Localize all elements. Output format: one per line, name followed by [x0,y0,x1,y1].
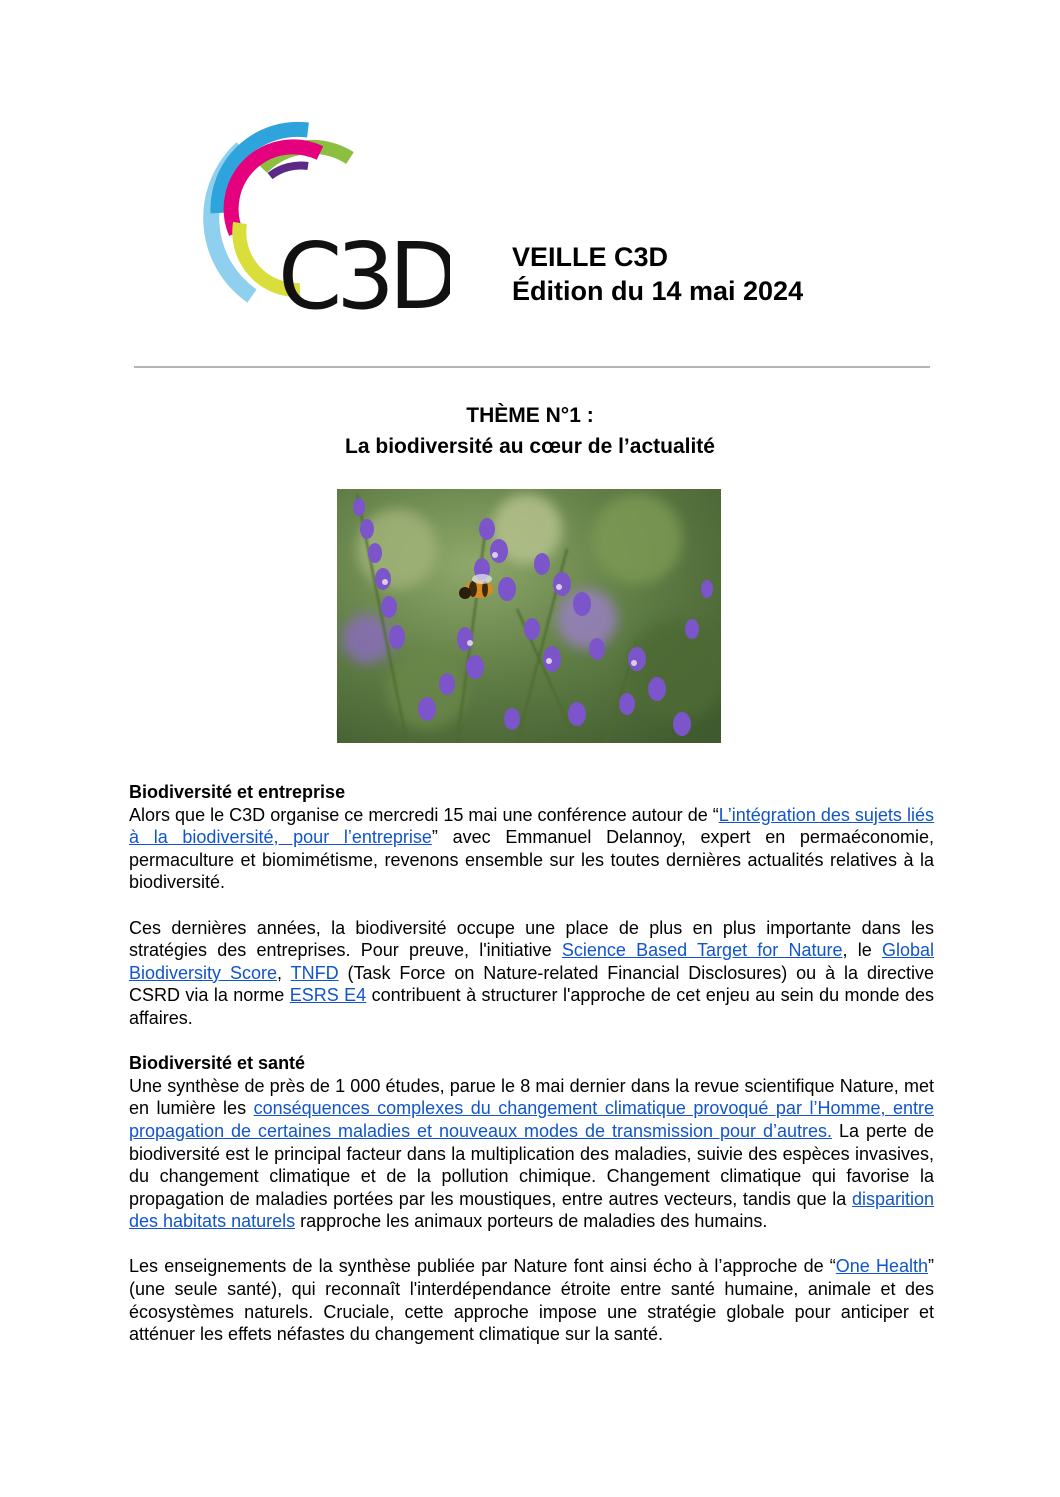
section-heading-health: Biodiversité et santé [129,1053,306,1074]
link-global-biodiversity-score[interactable]: Global Biodiversity Score [129,940,935,983]
logo-wordmark: C3D [278,223,450,330]
c3d-logo [190,118,450,333]
link-tnfd[interactable]: TNFD [290,962,339,983]
article-body [129,781,934,1368]
section-heading-business: Biodiversité et entreprise [129,782,346,802]
link-sbtn[interactable]: Science Based Target for Nature [561,940,843,961]
photo-graphic [337,489,721,743]
title-line-2: Édition du 14 mai 2024 [512,276,804,306]
paragraph-conference: Alors que le C3D organise ce mercredi 15 mai une conférence autour de “L’intégration des sujets liés à la biodiversité, pour l’entreprise” avec Emmanuel Delannoy, expert en permaéconomie, permaculture et biomimétisme, revenons ensemble sur les toutes dernières actualités relatives à la biodiversité. [129,804,934,893]
title-line-1: VEILLE C3D [512,242,669,272]
paragraph-synthesis: Une synthèse de près de 1 000 études, parue le 8 mai dernier dans la revue scientifique Nature, met en lumière les conséquences complexes du changement climatique provoqué par l’Homme, entre propagation de certaines maladies et nouveaux modes de transmission pour d’autres. La perte de biodiversité est le principal facteur dans la multiplication des maladies, suivie des espèces invasives, du changement climatique et de la pollution chimique. Changement climatique qui favorise la propagation de maladies portées par les moustiques, entre autres vecteurs, tandis que la disparition des habitats naturels rapproche les animaux porteurs de maladies des humains. [129,1075,934,1232]
theme-number: THÈME N°1 : [466,404,594,427]
theme-title: La biodiversité au cœur de l’actualité [345,435,715,458]
theme-heading [0,400,1060,462]
link-habitat-loss[interactable]: disparition des habitats naturels [129,1188,934,1232]
link-one-health[interactable]: One Health [835,1256,928,1277]
link-climate-consequences[interactable]: conséquences complexes du changement climatique provoqué par l’Homme, entre propagation de certaines maladies et nouveaux modes de transmission pour d’autres. [129,1098,934,1141]
c3d-logo-graphic [190,118,450,333]
horizontal-divider [134,366,930,368]
lavender-bee-photo [337,489,721,743]
paragraph-one-health: Les enseignements de la synthèse publiée par Nature font ainsi écho à l’approche de “One Health” (une seule santé), qui reconnaît l'interdépendance étroite entre santé humaine, animale et des écosystèmes naturels. Cruciale, cette approche impose une stratégie globale pour anticiper et atténuer les effets néfastes du changement climatique sur la santé. [129,1256,934,1345]
link-biodiversity-integration[interactable]: L’intégration des sujets liés à la biodiversité, pour l’entreprise [129,804,934,848]
document-title [512,240,803,308]
paragraph-strategies: Ces dernières années, la biodiversité occupe une place de plus en plus importante dans les stratégies des entreprises. Pour preuve, l'initiative Science Based Target for Nature, le Global Biodiversity Score, TNFD (Task Force on Nature-related Financial Disclosures) ou à la directive CSRD via la norme ESRS E4 contribuent à structurer l'approche de cet enjeu au sein du monde des affaires. [129,917,935,1028]
link-esrs-e4[interactable]: ESRS E4 [289,985,367,1006]
